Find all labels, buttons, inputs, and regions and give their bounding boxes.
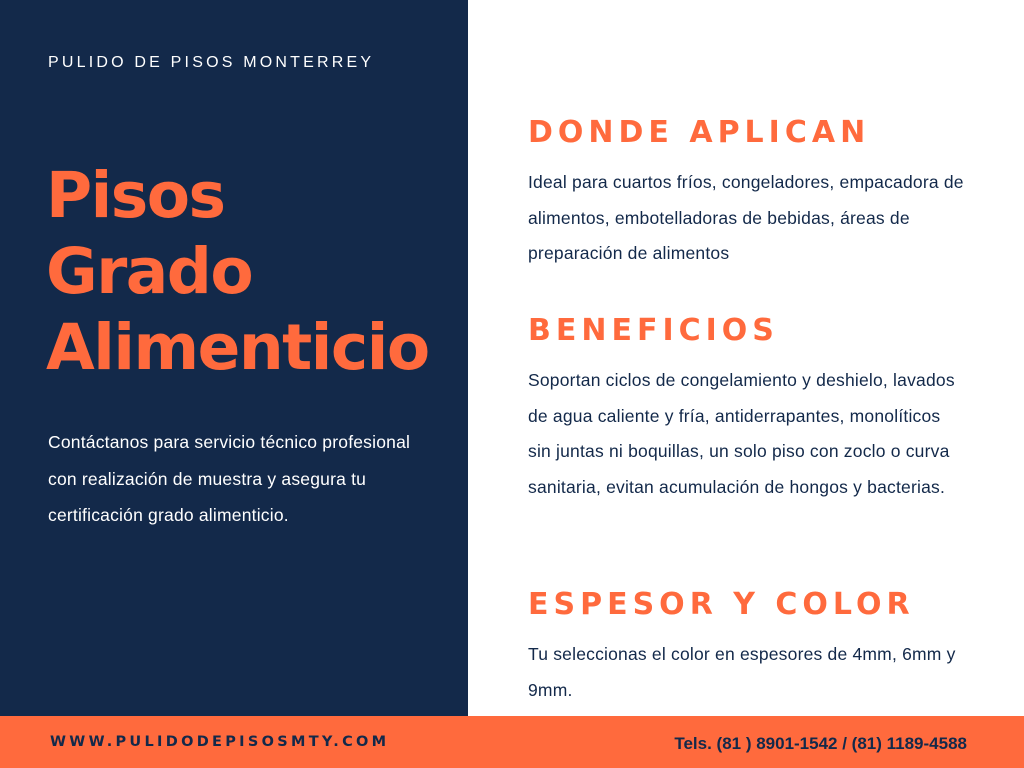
section-body-donde-aplican: Ideal para cuartos fríos, congeladores, empacadora de alimentos, embotelladoras de bebidas, áreas de preparación de alimentos: [528, 172, 964, 264]
phone-numbers: Tels. (81 ) 8901-1542 / (81) 1189-4588: [674, 734, 967, 753]
section-title-beneficios: BENEFICIOS: [528, 313, 779, 348]
headline-line: Alimenticio: [46, 311, 429, 384]
left-panel: [0, 0, 468, 716]
brand-name: PULIDO DE PISOS MONTERREY: [48, 54, 375, 71]
section-body-espesor-color: Tu seleccionas el color en espesores de 4mm, 6mm y 9mm.: [528, 644, 956, 700]
headline: [46, 158, 429, 386]
section-title-donde-aplican: DONDE APLICAN: [528, 115, 871, 150]
footer-bar: [0, 716, 1024, 768]
section-title-espesor-color: ESPESOR Y COLOR: [528, 587, 915, 622]
website-link[interactable]: WWW.PULIDODEPISOSMTY.COM: [50, 734, 390, 750]
headline-line: Grado: [46, 235, 253, 308]
section-body-beneficios: Soportan ciclos de congelamiento y deshielo, lavados de agua caliente y fría, antiderrapantes, monolíticos sin juntas ni boquillas, un solo piso con zoclo o curva sanitaria, evitan acumulación de hongos y bacterias.: [528, 370, 955, 498]
contact-text: Contáctanos para servicio técnico profesional con realización de muestra y asegura tu certificación grado alimenticio.: [48, 432, 411, 525]
headline-line: Pisos: [46, 159, 225, 232]
